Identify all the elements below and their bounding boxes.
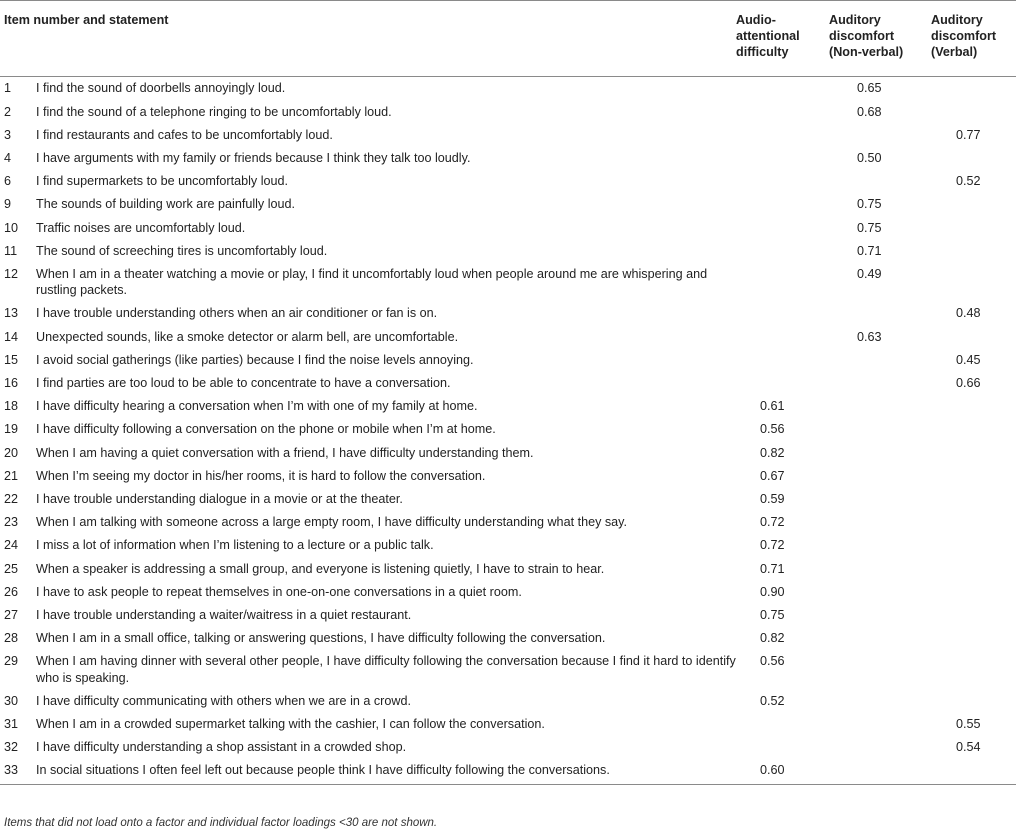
table-body — [0, 77, 1016, 785]
audio-attentional-loading-cell: 0.72 — [760, 515, 785, 530]
verbal-discomfort-loading-cell — [931, 147, 1016, 170]
nonverbal-discomfort-loading-cell — [829, 170, 931, 193]
audio-attentional-loading-cell — [736, 216, 829, 239]
table-footnote: Items that did not load onto a factor and individual factor loadings <30 are not shown. — [4, 817, 438, 829]
table-row — [0, 690, 1016, 713]
header-col2-line1: Auditory — [829, 13, 881, 27]
verbal-discomfort-loading-cell: 0.54 — [956, 740, 981, 755]
audio-attentional-loading-cell: 0.71 — [760, 561, 785, 576]
verbal-discomfort-loading-cell — [931, 580, 1016, 603]
audio-attentional-loading-cell: 0.67 — [760, 468, 785, 483]
header-col1-line1: Audio- — [736, 13, 776, 27]
verbal-discomfort-loading-cell: 0.52 — [956, 174, 981, 189]
statement-cell: I find supermarkets to be uncomfortably loud. — [36, 174, 289, 189]
nonverbal-discomfort-loading-cell: 0.75 — [857, 197, 882, 212]
audio-attentional-loading-cell: 0.72 — [760, 538, 785, 553]
statement-cell: I have arguments with my family or friends because I think they talk too loudly. — [36, 150, 471, 165]
audio-attentional-loading-cell — [736, 372, 829, 395]
table-row — [0, 193, 1016, 216]
statement-cell: When I am in a small office, talking or answering questions, I have difficulty following the conversation. — [36, 631, 606, 646]
table-row — [0, 557, 1016, 580]
header-item-label: Item number and statement — [4, 13, 169, 27]
statement-cell: When I am having a quiet conversation with a friend, I have difficulty understanding them. — [36, 445, 534, 460]
table-row — [0, 100, 1016, 123]
nonverbal-discomfort-loading-cell — [829, 736, 931, 759]
statement-cell: I find restaurants and cafes to be uncomfortably loud. — [36, 127, 333, 142]
item-number-cell: 22 — [4, 491, 19, 506]
statement-cell: When a speaker is addressing a small group, and everyone is listening quietly, I have to strain to hear. — [36, 561, 605, 576]
table-row — [0, 395, 1016, 418]
nonverbal-discomfort-loading-cell: 0.49 — [857, 266, 882, 281]
header-col3-line2: discomfort — [931, 29, 997, 43]
verbal-discomfort-loading-cell: 0.45 — [956, 352, 981, 367]
table-row — [0, 650, 1016, 690]
audio-attentional-loading-cell — [736, 123, 829, 146]
header-auditory-discomfort-nonverbal — [829, 1, 931, 77]
item-number-cell: 16 — [4, 376, 19, 391]
audio-attentional-loading-cell: 0.60 — [736, 759, 829, 784]
verbal-discomfort-loading-cell — [931, 395, 1016, 418]
statement-cell: I miss a lot of information when I’m listening to a lecture or a public talk. — [36, 538, 434, 553]
nonverbal-discomfort-loading-cell — [829, 580, 931, 603]
item-number-cell: 21 — [4, 468, 19, 483]
table-row — [0, 77, 1016, 101]
table-row — [0, 325, 1016, 348]
statement-cell: I have trouble understanding a waiter/waitress in a quiet restaurant. — [36, 607, 412, 622]
nonverbal-discomfort-loading-cell — [829, 759, 931, 784]
header-col1-line3: difficulty — [736, 45, 789, 59]
statement-cell: In social situations I often feel left out because people think I have difficulty following the conversations. — [26, 759, 736, 784]
item-number-cell: 9 — [4, 197, 12, 212]
statement-cell: I have difficulty hearing a conversation when I’m with one of my family at home. — [36, 399, 478, 414]
nonverbal-discomfort-loading-cell — [829, 604, 931, 627]
statement-cell: I find parties are too loud to be able to concentrate to have a conversation. — [36, 376, 451, 391]
item-number-cell: 10 — [4, 220, 19, 235]
nonverbal-discomfort-loading-cell: 0.71 — [857, 243, 882, 258]
table-row — [0, 627, 1016, 650]
item-number-cell: 31 — [4, 717, 19, 732]
statement-cell: I avoid social gatherings (like parties) because I find the noise levels annoying. — [36, 352, 474, 367]
item-number-cell: 23 — [4, 515, 19, 530]
nonverbal-discomfort-loading-cell — [829, 534, 931, 557]
verbal-discomfort-loading-cell — [931, 216, 1016, 239]
item-number-cell: 13 — [4, 306, 19, 321]
verbal-discomfort-loading-cell — [931, 650, 1016, 690]
header-col2-line3: (Non-verbal) — [829, 45, 904, 59]
table-row — [0, 216, 1016, 239]
verbal-discomfort-loading-cell — [931, 100, 1016, 123]
statement-cell: I have trouble understanding dialogue in a movie or at the theater. — [36, 491, 403, 506]
statement-cell: Unexpected sounds, like a smoke detector or alarm bell, are uncomfortable. — [36, 329, 459, 344]
table-row — [0, 372, 1016, 395]
item-number-cell: 12 — [4, 266, 19, 281]
statement-cell: The sound of screeching tires is uncomfortably loud. — [36, 243, 328, 258]
verbal-discomfort-loading-cell — [931, 534, 1016, 557]
table-row — [0, 488, 1016, 511]
item-number-cell: 27 — [4, 607, 19, 622]
nonverbal-discomfort-loading-cell — [829, 418, 931, 441]
nonverbal-discomfort-loading-cell — [829, 348, 931, 371]
item-number-cell: 2 — [4, 104, 12, 119]
audio-attentional-loading-cell: 0.90 — [760, 584, 785, 599]
item-number-cell: 19 — [4, 422, 19, 437]
verbal-discomfort-loading-cell — [931, 690, 1016, 713]
statement-cell: When I am in a theater watching a movie or play, I find it uncomfortably loud when people around me are whispering and rustling packets. — [36, 266, 708, 298]
audio-attentional-loading-cell — [736, 170, 829, 193]
statement-cell: I have difficulty following a conversation on the phone or mobile when I’m at home. — [36, 422, 496, 437]
audio-attentional-loading-cell: 0.61 — [760, 399, 785, 414]
statement-cell: I have difficulty communicating with others when we are in a crowd. — [36, 693, 411, 708]
nonverbal-discomfort-loading-cell: 0.63 — [857, 329, 882, 344]
item-number-cell: 18 — [4, 399, 19, 414]
nonverbal-discomfort-loading-cell: 0.65 — [857, 81, 882, 96]
header-col2-line2: discomfort — [829, 29, 895, 43]
nonverbal-discomfort-loading-cell: 0.50 — [857, 150, 882, 165]
table-row — [0, 464, 1016, 487]
item-number-cell: 1 — [4, 81, 12, 96]
item-number-cell: 3 — [4, 127, 12, 142]
nonverbal-discomfort-loading-cell — [829, 557, 931, 580]
verbal-discomfort-loading-cell — [931, 604, 1016, 627]
verbal-discomfort-loading-cell — [931, 263, 1016, 303]
audio-attentional-loading-cell: 0.82 — [760, 631, 785, 646]
item-number-cell: 30 — [4, 693, 19, 708]
audio-attentional-loading-cell — [736, 263, 829, 303]
verbal-discomfort-loading-cell — [931, 77, 1016, 101]
audio-attentional-loading-cell — [736, 348, 829, 371]
nonverbal-discomfort-loading-cell — [829, 627, 931, 650]
audio-attentional-loading-cell — [736, 77, 829, 101]
verbal-discomfort-loading-cell: 0.48 — [956, 306, 981, 321]
item-number-cell: 4 — [4, 150, 12, 165]
verbal-discomfort-loading-cell — [931, 511, 1016, 534]
statement-cell: I have difficulty understanding a shop assistant in a crowded shop. — [36, 740, 407, 755]
audio-attentional-loading-cell — [736, 193, 829, 216]
audio-attentional-loading-cell: 0.75 — [760, 607, 785, 622]
verbal-discomfort-loading-cell: 0.66 — [956, 376, 981, 391]
statement-cell: When I am talking with someone across a large empty room, I have difficulty understanding what they say. — [36, 515, 628, 530]
table-row — [0, 302, 1016, 325]
audio-attentional-loading-cell — [736, 100, 829, 123]
audio-attentional-loading-cell: 0.59 — [760, 491, 785, 506]
item-number-cell: 25 — [4, 561, 19, 576]
verbal-discomfort-loading-cell: 0.77 — [956, 127, 981, 142]
item-number-cell: 11 — [4, 243, 18, 258]
table-row — [0, 759, 1016, 784]
audio-attentional-loading-cell — [736, 147, 829, 170]
statement-cell: Traffic noises are uncomfortably loud. — [36, 220, 246, 235]
header-col3-line3: (Verbal) — [931, 45, 978, 59]
item-number-cell: 24 — [4, 538, 19, 553]
nonverbal-discomfort-loading-cell — [829, 713, 931, 736]
table-row — [0, 604, 1016, 627]
statement-cell: When I am having dinner with several other people, I have difficulty following the conversation because I find it hard to identify who is speaking. — [36, 654, 736, 685]
nonverbal-discomfort-loading-cell — [829, 395, 931, 418]
table-row — [0, 263, 1016, 303]
verbal-discomfort-loading-cell — [931, 325, 1016, 348]
item-number-cell: 29 — [4, 654, 19, 669]
audio-attentional-loading-cell — [736, 736, 829, 759]
table-row — [0, 348, 1016, 371]
nonverbal-discomfort-loading-cell — [829, 372, 931, 395]
header-col3-line1: Auditory — [931, 13, 983, 27]
audio-attentional-loading-cell — [736, 302, 829, 325]
nonverbal-discomfort-loading-cell — [829, 123, 931, 146]
table-row — [0, 713, 1016, 736]
item-number-cell: 14 — [4, 329, 19, 344]
nonverbal-discomfort-loading-cell — [829, 650, 931, 690]
nonverbal-discomfort-loading-cell: 0.75 — [857, 220, 882, 235]
header-audio-attentional-difficulty — [736, 1, 829, 77]
table-row — [0, 441, 1016, 464]
statement-cell: I have trouble understanding others when an air conditioner or fan is on. — [36, 306, 438, 321]
statement-cell: I find the sound of a telephone ringing to be uncomfortably loud. — [36, 104, 392, 119]
verbal-discomfort-loading-cell — [931, 441, 1016, 464]
table-row — [0, 580, 1016, 603]
nonverbal-discomfort-loading-cell — [829, 302, 931, 325]
audio-attentional-loading-cell — [736, 325, 829, 348]
audio-attentional-loading-cell — [736, 713, 829, 736]
item-number-cell: 6 — [4, 174, 12, 189]
nonverbal-discomfort-loading-cell — [829, 464, 931, 487]
nonverbal-discomfort-loading-cell — [829, 690, 931, 713]
verbal-discomfort-loading-cell — [931, 239, 1016, 262]
table-row — [0, 239, 1016, 262]
header-auditory-discomfort-verbal — [931, 1, 1016, 77]
audio-attentional-loading-cell: 0.82 — [760, 445, 785, 460]
table-row — [0, 170, 1016, 193]
header-item-number-and-statement — [0, 1, 736, 77]
statement-cell: I have to ask people to repeat themselves in one-on-one conversations in a quiet room. — [36, 584, 522, 599]
verbal-discomfort-loading-cell — [931, 627, 1016, 650]
audio-attentional-loading-cell: 0.52 — [760, 693, 785, 708]
table-header-row — [0, 1, 1016, 77]
statement-cell: The sounds of building work are painfully loud. — [36, 197, 296, 212]
audio-attentional-loading-cell: 0.56 — [760, 422, 785, 437]
table-row — [0, 534, 1016, 557]
verbal-discomfort-loading-cell: 0.55 — [956, 717, 981, 732]
header-col1-line2: attentional — [736, 29, 800, 43]
statement-cell: When I’m seeing my doctor in his/her rooms, it is hard to follow the conversation. — [36, 468, 486, 483]
item-number-cell: 15 — [4, 352, 19, 367]
nonverbal-discomfort-loading-cell — [829, 441, 931, 464]
table-row — [0, 418, 1016, 441]
item-number-cell: 20 — [4, 445, 19, 460]
statement-cell: When I am in a crowded supermarket talking with the cashier, I can follow the conversation. — [36, 717, 545, 732]
table-row — [0, 736, 1016, 759]
table-row — [0, 147, 1016, 170]
audio-attentional-loading-cell — [736, 239, 829, 262]
nonverbal-discomfort-loading-cell — [829, 511, 931, 534]
statement-cell: I find the sound of doorbells annoyingly loud. — [36, 81, 286, 96]
item-number-cell: 28 — [4, 631, 19, 646]
table-row — [0, 511, 1016, 534]
verbal-discomfort-loading-cell — [931, 193, 1016, 216]
item-number-cell: 32 — [4, 740, 19, 755]
audio-attentional-loading-cell: 0.56 — [760, 654, 785, 669]
verbal-discomfort-loading-cell — [931, 557, 1016, 580]
verbal-discomfort-loading-cell — [931, 464, 1016, 487]
nonverbal-discomfort-loading-cell — [829, 488, 931, 511]
verbal-discomfort-loading-cell — [931, 488, 1016, 511]
verbal-discomfort-loading-cell — [931, 418, 1016, 441]
nonverbal-discomfort-loading-cell: 0.68 — [857, 104, 882, 119]
item-number-cell: 26 — [4, 584, 19, 599]
item-number-cell: 33 — [0, 759, 26, 784]
verbal-discomfort-loading-cell — [931, 759, 1016, 784]
table-row — [0, 123, 1016, 146]
